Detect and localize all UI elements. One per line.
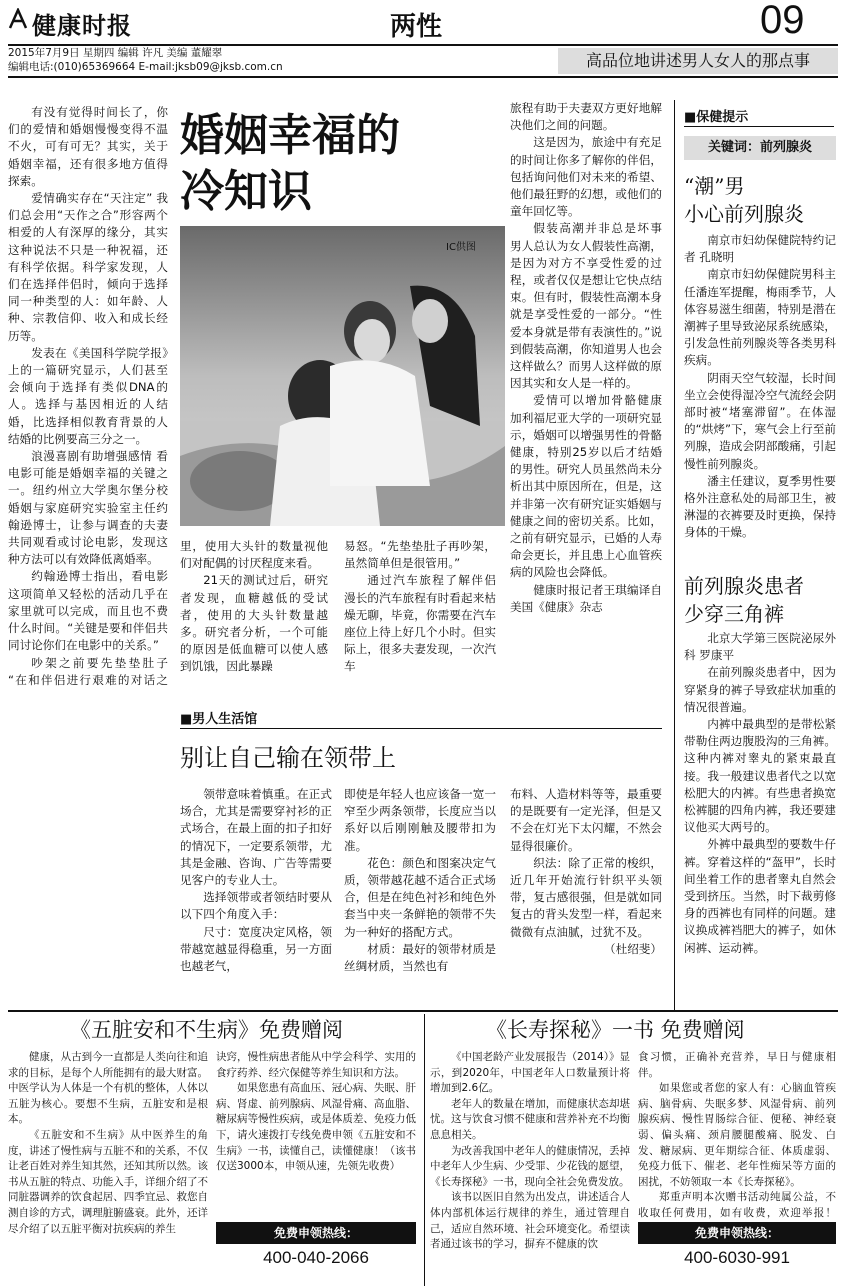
bottom-rule [8, 1010, 838, 1012]
masthead [8, 0, 838, 46]
life-column-1: 领带意味着慎重。在正式场合，尤其是需要穿衬衫的正式场合，在最上面的扣子扣好的情况下，一定要系领带，尤其是金融、咨询、广告等需要见客户的专业人士。 选择领带或者领结时要从以下四个角度入手： 尺寸：宽度决定风格，领带越宽越显得稳重，另一方面也越老气， [180, 787, 332, 974]
health-tips-rule [684, 126, 834, 127]
ad1-column-1: 健康，从古到今一直都是人类向往和追求的目标，是每个人所能拥有的最大财富。中医学认为人体是一个有机的整体，人体以五脏为核心。要想不生病，五脏安和是根本。 《五脏安和不生病》从中医养生的角度，讲述了慢性病与五脏不和的关系，不仅让老百姓对养生知其然，还知其所以然。该书从五脏的特点、功能入手，详细介绍了不同脏器调养的饮食起居、四季宜忌、救您自测自诊的方式，调理脏腑盛衰。此外，还详尽介绍了以五脏平衡对抗疾病的养生 [8, 1051, 208, 1235]
lead-column-4: 旅程有助于夫妻双方更好地解决他们之间的问题。 这是因为，旅途中有充足的时间让你多了解你的伴侣，包括询问他们对未来的希望、他们最狂野的幻想，或他们的童年回忆等。 假装高潮并非总是坏事 男人总认为女人假装性高潮，是因为对方不享受性爱的过程，或者仅仅是想让它快点结束。但有时，假装性高潮本身就是享受性爱的一部分。“性爱本身就是带有表演性的。”说到假装高潮，你知道男人也会这样做么？而男人这样做的原因其实和女人是一样的。 爱情可以增加骨骼健康 加利福尼亚大学的一项研究显示，婚姻可以增强男性的骨骼健康，特别25岁以后才结婚的男性。研究人员虽然尚未分析出其中原因所在，但是，这并非第一次有研究证实婚姻与健康之间的密切关系。比如，之前有研究显示，已婚的人寿命会更长，并且患上心血管疾病的风险也会降低。 健康时报记者王琪编译自美国《健康》杂志 [510, 101, 662, 614]
newspaper-logo: 健康时报 [32, 11, 132, 40]
date-line: 2015年7月9日 星期四 编辑 许凡 美编 董耀翠 [8, 47, 223, 59]
photo-credit: IC供图 [446, 242, 476, 253]
ad2-phone: 400-6030-991 [684, 1248, 790, 1267]
ad-divider [424, 1014, 425, 1286]
edition-info [8, 46, 283, 74]
lead-column-1: 有没有觉得时间长了，你们的爱情和婚姻慢慢变得不温不火，可有可无？其实，关于婚姻幸福，还有很多地方值得探索。 爱情确实存在“天注定” 我们总会用“天作之合”形容两个相爱的人有深厚的缘分，其实这种说法不只是一种祝福，还有科学依据。科学家发现，人们在选择伴侣时，倾向于选择同一种类型的人：如年龄、人种、宗教信仰、收入和成长经历等。 发表在《美国科学院学报》上的一篇研究显示，人们甚至会倾向于选择有类似DNA的人。选择与基因相近的人结婚，比选择相似教育背景的人结婚的比例要高三分之一。 浪漫喜剧有助增强感情 看电影可能是婚姻幸福的关键之一。纽约州立大学奥尔堡分校婚姻与家庭研究实验室主任约翰逊博士，让参与调查的夫妻共同观看或讨论电影，发现这种方法可以有效降低离婚率。 约翰逊博士指出，看电影这项简单又轻松的活动几乎在家里就可以完成，而且也不费什么时间。“关键是要和伴侣共同讨论你们在电影中的关系。” 吵架之前要先垫垫肚子 “在和伴侣进行艰难的对话之 [8, 105, 168, 686]
life-column-3: 布料、人造材料等等，最重要的是既要有一定光泽，但是又不会在灯光下太闪耀，不然会显得很廉价。 织法：除了正常的梭织，近几年开始流行针织平头领带，复古感很强，但是就如同复古的背头发型一样，看起来微微有点油腻，过犹不及。 （杜绍斐） [510, 787, 662, 956]
header-rule [8, 76, 838, 78]
article1-body: 南京市妇幼保健院特约记者 孔晓明 南京市妇幼保健院男科主任潘连军提醒，梅雨季节，人体容易滋生细菌，特别是潜在潮裤子里导致泌尿系统感染，引发急性前列腺炎等各类男科疾病。 阴雨天空气较湿，长时间坐立会使得湿冷空气流经会阴部时被“堵塞滞留”。在体湿的“烘烤”下，寒气会上行至前列腺，造成会阴部酸痛，引起慢性前列腺炎。 潘主任建议，夏季男性要格外注意私处的局部卫生，被淋湿的衣裤要及时更换，保持身体的干燥。 [684, 233, 836, 540]
life-section-header: ■男人生活馆 [180, 712, 258, 727]
ad2-column-2: 食习惯，正确补充营养，早日与健康相伴。 如果您或者您的家人有：心脑血管疾病、脑骨病、失眠多梦、风湿骨病、前列腺疾病、慢性胃肠综合征、便秘、神经衰弱、偏头痛、颈肩腰腿酸痛、脱发、白发、糖尿病、更年期综合征、体质虚弱、免疫力低下、催老、老年性痴呆等方面的困扰，不妨领取一本《长寿探秘》。 郑重声明本次赠书活动纯属公益，不收取任何费用，如有收费，欢迎举报！ [638, 1051, 836, 1219]
article2-body: 北京大学第三医院泌尿外科 罗康平 在前列腺炎患者中，因为穿紧身的裤子导致症状加重的情况很普遍。 内裤中最典型的是带松紧带勒住两边腹股沟的三角裤。这种内裤对睾丸的紧束最直接。我一般建议患者代之以宽松肥大的内裤。有些患者换宽松裤腿的四角内裤，我还要建议他买大两号的。 外裤中最典型的要数牛仔裤。穿着这样的“盔甲”，长时间坐着工作的患者睾丸自然会受到挤压。当然，时下裁剪修身的西裤也有同样的问题。建议换成裤裆肥大的裤子，如休闲裤、运动裤。 [684, 631, 836, 955]
ad1-column-2: 诀窍，慢性病患者能从中学会科学、实用的食疗药养、经穴保健等养生知识和方法。 如果您患有高血压、冠心病、失眠、肝病、肾虚、前列腺病、风湿骨痛、高血脂、糖尿病等慢性疾病，或是体质差、免疫力低下，请火速拨打专线免费申领《五脏安和不生病》一书，读懂自己，读懂健康！（该书仅送3000本，申领从速，先领先收费） [216, 1051, 416, 1173]
slogan-banner: 高品位地讲述男人女人的那点事 [558, 48, 838, 74]
life-headline: 别让自己输在领带上 [180, 744, 396, 772]
article1-title: “潮”男 小心前列腺炎 [684, 174, 804, 226]
lead-column-3: 易怒。“先垫垫肚子再吵架，虽然简单但是很管用。” 通过汽车旅程了解伴侣 漫长的汽车旅程有时看起来枯燥无聊，毕竟，你需要在汽车座位上待上好几个小时。但实际上，很多夫妻发现，一次汽车 [344, 539, 496, 674]
newspaper-logo-icon [8, 8, 28, 30]
ad2-hotline-label: 免费申领热线： [638, 1222, 836, 1244]
health-tips-header: ■保健提示 [684, 110, 749, 125]
lead-headline: 婚姻幸福的 冷知识 [180, 110, 400, 217]
ad2-column-1: 《中国老龄产业发展报告（2014）》显示，到2020年，中国老年人口数量预计将增加到2.6亿。 老年人的数量在增加，而健康状态却堪忧。这与饮食习惯不健康和营养补充不均衡息息相关。 为改善我国中老年人的健康情况，丢掉中老年人少生病、少受罪、少花钱的愿望，《长寿探秘》一书，现向全社会免费发放。 该书以医旧自然为出发点，讲述适合人体内部机体运行规律的养生，通过管理自己，适应自然环境、社会环境变化。希望读者通过该书的学习，摒弃不健康的饮 [430, 1051, 630, 1251]
couple-photo [180, 226, 505, 526]
ad2-title: 《长寿探秘》一书 免费赠阅 [486, 1018, 745, 1042]
page-number: 09 [760, 0, 805, 42]
ad1-hotline-label: 免费申领热线： [216, 1222, 416, 1244]
contact-line: 编辑电话:(010)65369664 E-mail:jksb09@jksb.com.cn [8, 61, 283, 73]
lead-column-2: 里，使用大头针的数量视他们对配偶的讨厌程度来看。 21天的测试过后，研究者发现，血糖越低的受试者，使用的大头针数量越多。研究者分析，一个可能的原因是低血糖可以使人感到饥饿，因此暴躁 [180, 539, 328, 674]
life-column-2: 即使是年轻人也应该备一宽一窄至少两条领带，长度应当以系好以后刚刚触及腰带扣为准。 花色：颜色和图案决定气质，领带越花越不适合正式场合，但是在纯色衬衫和纯色外套当中夹一条鲜艳的领带不失为一种好的搭配方式。 材质：最好的领带材质是丝绸材质，当然也有 [344, 787, 496, 974]
section-title: 两性 [390, 12, 443, 42]
ad1-title: 《五脏安和不生病》免费赠阅 [70, 1018, 343, 1042]
keyword-box: 关键词：前列腺炎 [684, 136, 836, 160]
life-section-rule [180, 728, 662, 729]
ad1-phone: 400-040-2066 [263, 1248, 369, 1267]
sidebar-divider [674, 100, 675, 1010]
article2-title: 前列腺炎患者 少穿三角裤 [684, 574, 804, 626]
